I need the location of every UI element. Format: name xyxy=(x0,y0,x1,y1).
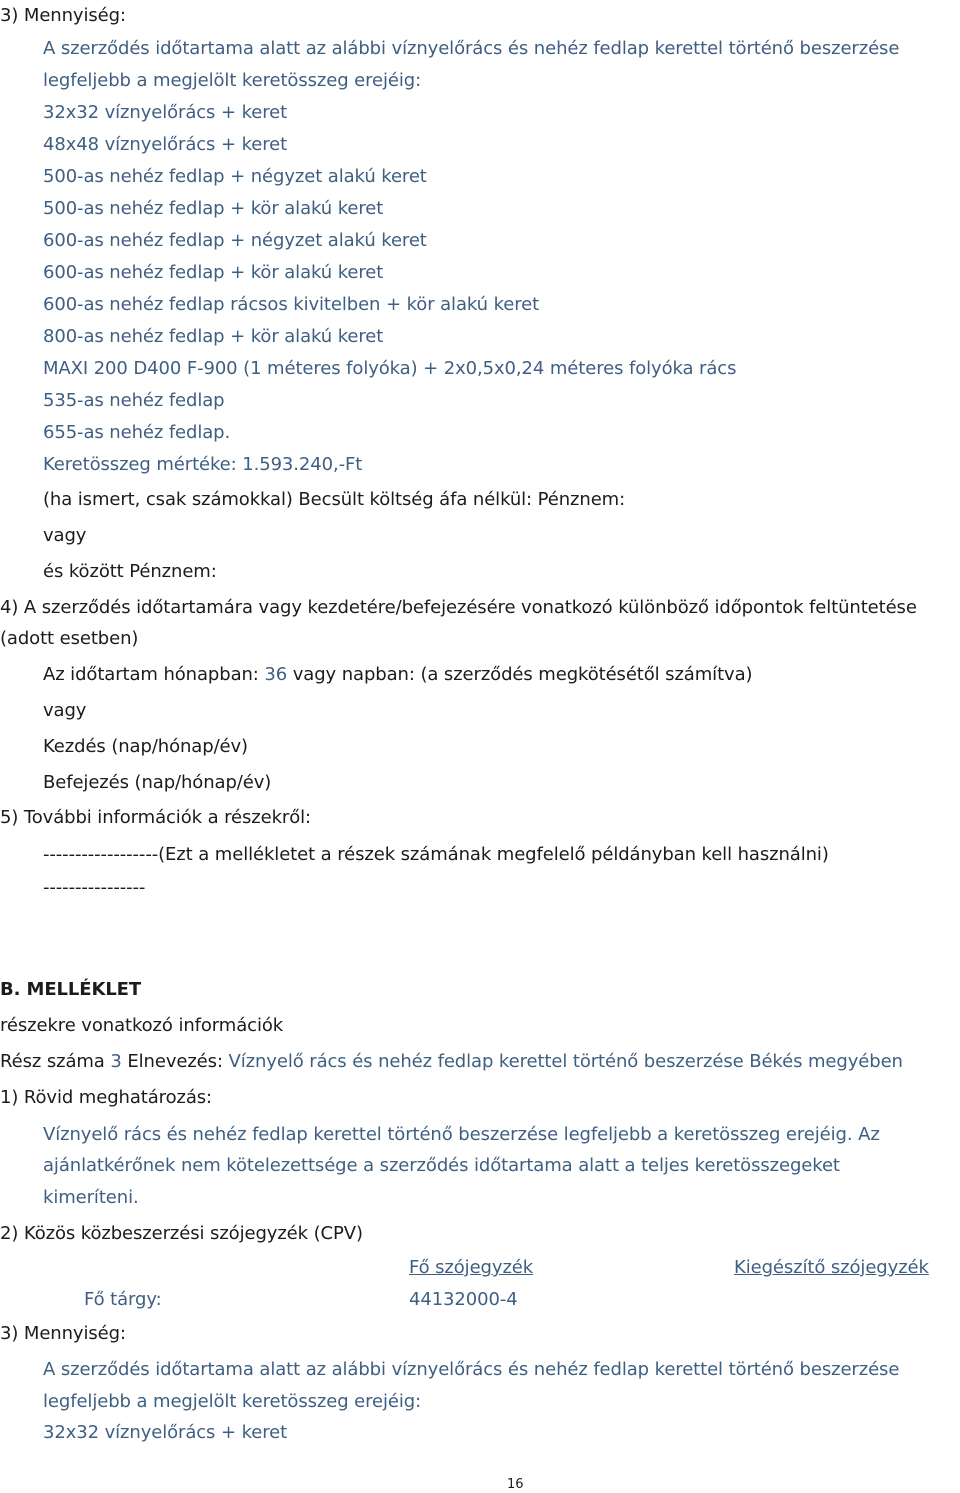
annex-title: B. MELLÉKLET xyxy=(0,979,142,1000)
list-item: 600-as nehéz fedlap + kör alakú keret xyxy=(43,262,384,283)
section-4-heading-cont: (adott esetben) xyxy=(0,628,139,649)
duration-line xyxy=(43,663,752,687)
list-item: 800-as nehéz fedlap + kör alakú keret xyxy=(43,326,384,347)
cpv-main-object-label: Fő tárgy: xyxy=(84,1289,162,1310)
dash-separator: ---------------- xyxy=(43,877,146,898)
short-description-line-2: ajánlatkérőnek nem kötelezettsége a szerződés időtartama alatt a teljes keretösszegeket xyxy=(43,1155,840,1176)
part-label: Rész száma xyxy=(0,1051,111,1072)
list-item: 600-as nehéz fedlap rácsos kivitelben + kör alakú keret xyxy=(43,294,540,315)
list-item: 32x32 víznyelőrács + keret xyxy=(43,1422,288,1443)
list-item: 500-as nehéz fedlap + kör alakú keret xyxy=(43,198,384,219)
cpv-main-object-code: 44132000-4 xyxy=(409,1289,518,1310)
section-5-heading: 5) További információk a részekről: xyxy=(0,807,311,828)
or-text: vagy xyxy=(43,525,87,546)
list-item: 32x32 víznyelőrács + keret xyxy=(43,102,288,123)
cpv-main-vocabulary-header: Fő szójegyzék xyxy=(409,1257,534,1278)
part-info-line xyxy=(0,1050,903,1074)
start-date-label: Kezdés (nap/hónap/év) xyxy=(43,736,248,757)
quantity-text-line-1: A szerződés időtartama alatt az alábbi víznyelőrács és nehéz fedlap kerettel történő beszerzése xyxy=(43,1359,900,1380)
duration-suffix: vagy napban: (a szerződés megkötésétől számítva) xyxy=(287,664,753,685)
list-item: 655-as nehéz fedlap. xyxy=(43,422,231,443)
quantity-heading: 3) Mennyiség: xyxy=(0,1323,126,1344)
quantity-text-line-2: legfeljebb a megjelölt keretösszeg erejéig: xyxy=(43,70,422,91)
annex-subtitle: részekre vonatkozó információk xyxy=(0,1015,284,1036)
short-description-line-1: Víznyelő rács és nehéz fedlap kerettel történő beszerzése legfeljebb a keretösszeg erejéig. Az xyxy=(43,1124,880,1145)
part-name: Víznyelő rács és nehéz fedlap kerettel történő beszerzése Békés megyében xyxy=(228,1051,903,1072)
quantity-heading: 3) Mennyiség: xyxy=(0,5,126,26)
or-text: vagy xyxy=(43,700,87,721)
duration-months: 36 xyxy=(264,664,288,685)
quantity-text-line-1: A szerződés időtartama alatt az alábbi víznyelőrács és nehéz fedlap kerettel történő beszerzése xyxy=(43,38,900,59)
list-item: 48x48 víznyelőrács + keret xyxy=(43,134,288,155)
cpv-supplementary-vocabulary-header: Kiegészítő szójegyzék xyxy=(734,1257,929,1278)
name-label: Elnevezés: xyxy=(121,1051,229,1072)
estimated-cost-line: (ha ismert, csak számokkal) Becsült költség áfa nélkül: Pénznem: xyxy=(43,489,626,510)
annex-usage-note: ------------------(Ezt a mellékletet a részek számának megfelelő példányban kell használni) xyxy=(43,844,829,865)
between-currency-line: és között Pénznem: xyxy=(43,561,217,582)
page-number: 16 xyxy=(507,1477,524,1492)
short-description-line-3: kimeríteni. xyxy=(43,1187,139,1208)
duration-prefix: Az időtartam hónapban: xyxy=(43,664,265,685)
quantity-text-line-2: legfeljebb a megjelölt keretösszeg erejéig: xyxy=(43,1391,422,1412)
end-date-label: Befejezés (nap/hónap/év) xyxy=(43,772,272,793)
cpv-heading: 2) Közös közbeszerzési szójegyzék (CPV) xyxy=(0,1223,363,1244)
list-item: 500-as nehéz fedlap + négyzet alakú keret xyxy=(43,166,427,187)
section-4-heading: 4) A szerződés időtartamára vagy kezdetére/befejezésére vonatkozó különböző időpontok feltüntetése xyxy=(0,597,917,618)
framework-amount: Keretösszeg mértéke: 1.593.240,-Ft xyxy=(43,454,363,475)
list-item: 535-as nehéz fedlap xyxy=(43,390,225,411)
list-item: 600-as nehéz fedlap + négyzet alakú keret xyxy=(43,230,427,251)
list-item: MAXI 200 D400 F-900 (1 méteres folyóka) + 2x0,5x0,24 méteres folyóka rács xyxy=(43,358,737,379)
short-description-heading: 1) Rövid meghatározás: xyxy=(0,1087,213,1108)
part-number: 3 xyxy=(110,1051,122,1072)
